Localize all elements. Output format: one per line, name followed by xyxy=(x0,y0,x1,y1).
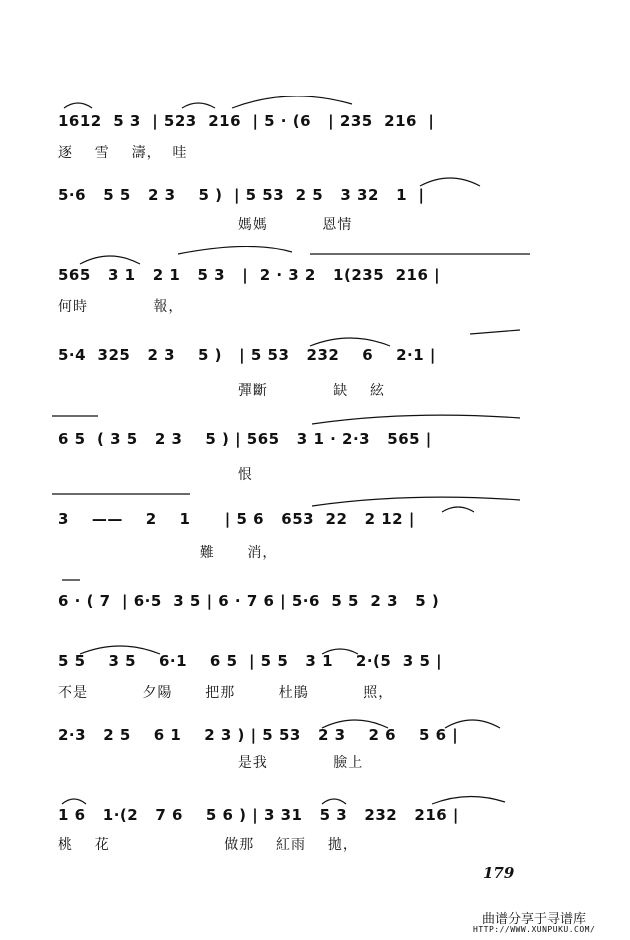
watermark-url[interactable]: HTTP://WWW.XUNPUKU.COM/ xyxy=(473,925,596,934)
lyrics-line-2: 媽媽 恩情 xyxy=(58,217,353,233)
notation-line-3: 565 3 1 2 1 5 3 | 2 · 3 2 1(235 216 | xyxy=(58,266,441,284)
notation-line-9: 2·3 2 5 6 1 2 3 ) | 5 53 2 3 2 6 5 6 | xyxy=(58,726,459,744)
notation-line-7: 6 · ( 7 | 6·5 3 5 | 6 · 7 6 | 5·6 5 5 2 3 5 ) xyxy=(58,592,440,610)
watermark-title: 曲谱分享于寻谱库 xyxy=(482,912,587,927)
lyrics-line-9: 是我 臉上 xyxy=(58,755,364,771)
notation-line-2: 5·6 5 5 2 3 5 ) | 5 53 2 5 3 32 1 | xyxy=(58,186,425,204)
slur-marks xyxy=(60,574,530,588)
notation-line-5: 6 5 ( 3 5 2 3 5 ) | 565 3 1 · 2·3 565 | xyxy=(58,430,432,448)
lyrics-line-4: 彈斷 缺 絃 xyxy=(58,383,386,399)
notation-line-6: 3 —— 2 1 | 5 6 653 22 2 12 | xyxy=(58,510,415,528)
notation-line-4: 5·4 325 2 3 5 ) | 5 53 232 6 2·1 | xyxy=(58,346,436,364)
notation-line-10: 1 6 1·(2 7 6 5 6 ) | 3 31 5 3 232 216 | xyxy=(58,806,459,824)
lyrics-line-3: 何時 報， xyxy=(58,299,184,315)
lyrics-line-8: 不是 夕陽 把那 杜鵑 照， xyxy=(58,685,394,701)
page-number: 179 xyxy=(483,864,515,882)
notation-line-1: 1612 5 3 | 523 216 | 5 · (6 | 235 216 | xyxy=(58,112,435,130)
lyrics-line-10: 桃 花 做那 紅雨 拋， xyxy=(58,837,358,853)
lyrics-line-6: 難 消， xyxy=(58,545,278,561)
lyrics-line-5: 恨 xyxy=(58,467,253,483)
notation-line-8: 5 5 3 5 6·1 6 5 | 5 5 3 1 2·(5 3 5 | xyxy=(58,652,443,670)
lyrics-line-1: 逐 雪 濤， 哇 xyxy=(58,145,188,161)
